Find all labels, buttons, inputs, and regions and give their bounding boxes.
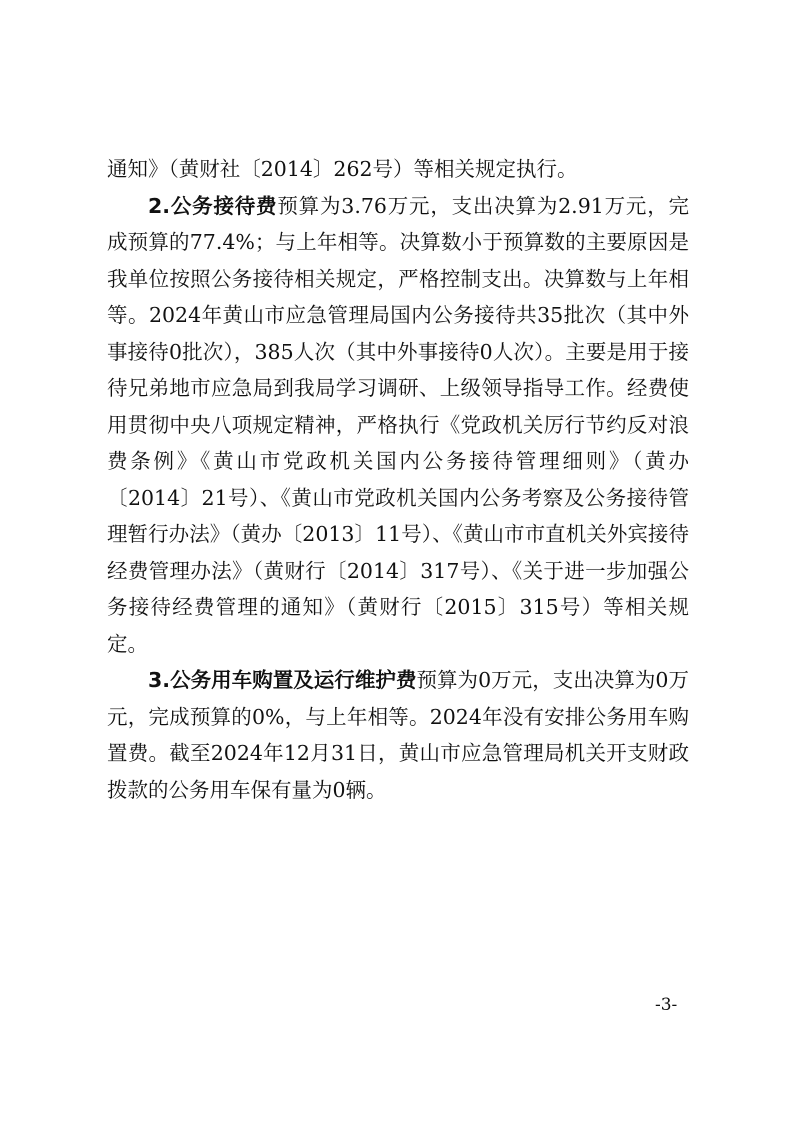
- paragraph-text: 通知》（黄财社〔2014〕262号）等相关规定执行。: [107, 157, 578, 181]
- document-body: [107, 151, 689, 808]
- paragraph-text: 预算为0万元，支出决算为0万元，完成预算的0%，与上年相等。2024年没有安排公务用车购置费。截至2024年12月31日，黄山市应急管理局机关开支财政拨款的公务用车保有量为0辆。: [107, 668, 689, 802]
- paragraph-reception-fee: [107, 188, 689, 663]
- paragraph-continuation: [107, 151, 689, 188]
- paragraph-vehicle-fee: [107, 662, 689, 808]
- section-heading-reception-fee: 2.公务接待费: [148, 193, 278, 218]
- page-number: -3-: [655, 995, 678, 1015]
- paragraph-text: 预算为3.76万元，支出决算为2.91万元，完成预算的77.4%；与上年相等。决算数小于预算数的主要原因是我单位按照公务接待相关规定，严格控制支出。决算数与上年相等。2024年黄山市应急管理局国内公务接待共35批次（其中外事接待0批次），385人次（其中外事接待0人次）。主要是用于接待兄弟地市应急局到我局学习调研、上级领导指导工作。经费使用贯彻中央八项规定精神，严格执行《党政机关厉行节约反对浪费条例》《黄山市党政机关国内公务接待管理细则》（黄办〔2014〕21号）、《黄山市党政机关国内公务考察及公务接待管理暂行办法》（黄办〔2013〕11号）、《黄山市市直机关外宾接待经费管理办法》（黄财行〔2014〕317号）、《关于进一步加强公务接待经费管理的通知》（黄财行〔2015〕315号）等相关规定。: [107, 193, 689, 656]
- section-heading-vehicle-fee: 3.公务用车购置及运行维护费: [148, 668, 417, 692]
